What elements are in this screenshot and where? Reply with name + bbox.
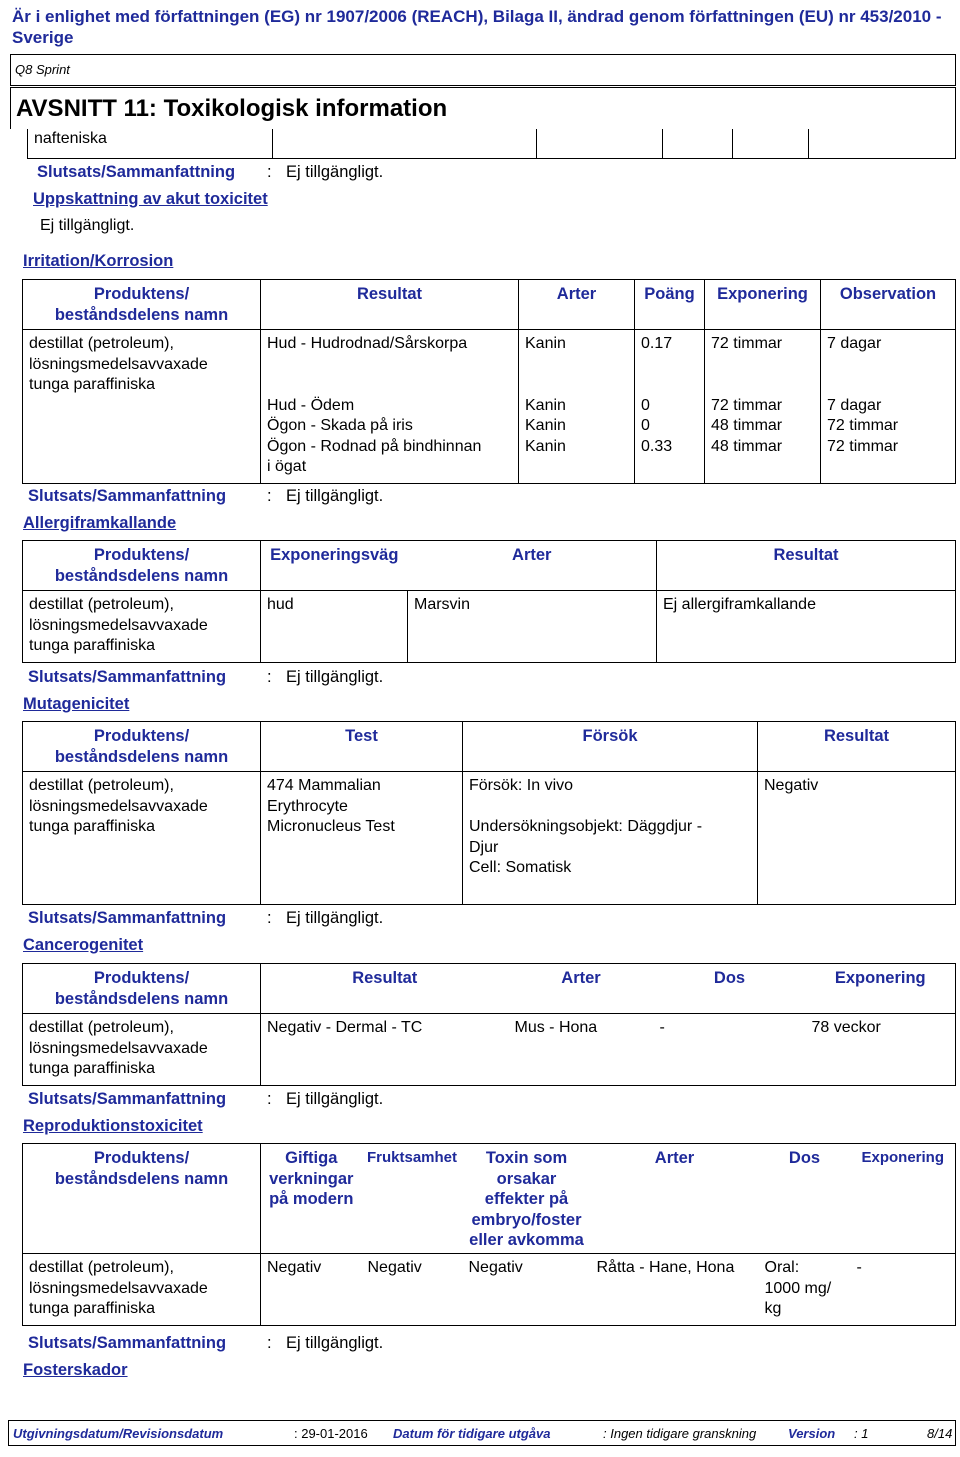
irritation-heading: Irritation/Korrosion — [23, 252, 174, 270]
column-header: Exponering — [851, 1144, 956, 1254]
column-header: Dos — [759, 1144, 851, 1254]
result-cell: Ej allergiframkallande — [657, 591, 956, 663]
previous-date-value: : Ingen tidigare granskning — [603, 1426, 757, 1441]
species-column: Kanin Kanin Kanin Kanin — [519, 330, 635, 484]
route-cell: hud — [261, 591, 408, 663]
column-header: Resultat — [758, 722, 956, 772]
result-cell: Negativ - Dermal - TC — [261, 1014, 509, 1086]
previous-table-tail — [27, 129, 956, 159]
species-cell: Mus - Hona — [509, 1014, 654, 1086]
mutagenicity-table — [22, 721, 956, 905]
substance-name: destillat (petroleum), lösningsmedelsavvaxade tunga paraffiniska — [23, 330, 261, 484]
column-header: Exponeringsväg — [261, 541, 408, 591]
reproductive-toxicity-heading: Reproduktionstoxicitet — [23, 1117, 203, 1135]
exposure-cell: - — [851, 1254, 956, 1326]
acute-toxicity-value: Ej tillgängligt. — [40, 217, 135, 234]
dose-cell: Oral: 1000 mg/ kg — [759, 1254, 851, 1326]
product-name-box — [10, 54, 956, 86]
column-header: Observation — [821, 280, 956, 330]
column-header: Produktens/ beståndsdelens namn — [23, 280, 261, 330]
exposure-cell: 78 veckor — [806, 1014, 956, 1086]
irritation-table — [22, 279, 956, 484]
column-header: Resultat — [657, 541, 956, 591]
column-header: Arter — [591, 1144, 759, 1254]
species-cell: Marsvin — [408, 591, 657, 663]
section-header — [10, 87, 956, 129]
version-label: Version — [788, 1426, 836, 1441]
carcinogenicity-table — [22, 963, 956, 1086]
result-column: Hud - Hudrodnad/Sårskorpa Hud - Ödem Ögon - Skada på iris Ögon - Rodnad på bindhinnan i ögat — [261, 330, 519, 484]
section-title: AVSNITT 11: Toxikologisk information — [16, 95, 448, 122]
mutagenicity-heading: Mutagenicitet — [23, 695, 130, 713]
column-header: Produktens/ beståndsdelens namn — [23, 1144, 261, 1254]
summary-colon: : — [267, 487, 272, 505]
table-cell — [28, 129, 273, 158]
species-cell: Råtta - Hane, Hona — [591, 1254, 759, 1326]
column-header: Resultat — [261, 280, 519, 330]
summary-label: Slutsats/Sammanfattning — [37, 163, 236, 181]
acute-toxicity-heading: Uppskattning av akut toxicitet — [33, 190, 268, 208]
summary-value: Ej tillgängligt. — [286, 668, 384, 686]
summary-colon: : — [267, 909, 272, 927]
substance-name: destillat (petroleum), lösningsmedelsavvaxade tunga paraffiniska — [23, 772, 261, 905]
dose-cell: - — [654, 1014, 806, 1086]
column-header: Toxin som orsakar effekter på embryo/foster eller avkomma — [463, 1144, 591, 1254]
summary-label: Slutsats/Sammanfattning — [28, 1090, 227, 1108]
column-header: Arter — [408, 541, 657, 591]
teratogenicity-heading: Fosterskador — [23, 1361, 128, 1379]
summary-value: Ej tillgängligt. — [286, 909, 384, 927]
maternal-cell: Negativ — [261, 1254, 362, 1326]
column-header: Produktens/ beståndsdelens namn — [23, 964, 261, 1014]
issue-date-label: Utgivningsdatum/Revisionsdatum — [13, 1426, 224, 1441]
summary-colon: : — [267, 1334, 272, 1352]
column-header: Dos — [654, 964, 806, 1014]
score-column: 0.17 0 0 0.33 — [635, 330, 705, 484]
allergy-table — [22, 540, 956, 663]
column-header: Fruktsamhet — [362, 1144, 463, 1254]
exposure-column: 72 timmar 72 timmar 48 timmar 48 timmar — [705, 330, 821, 484]
substance-fragment: nafteniska — [34, 130, 107, 147]
column-header: Giftiga verkningar på modern — [261, 1144, 362, 1254]
reproductive-toxicity-table — [22, 1143, 956, 1326]
summary-colon: : — [267, 668, 272, 686]
summary-colon: : — [267, 1090, 272, 1108]
fertility-cell: Negativ — [362, 1254, 463, 1326]
substance-name: destillat (petroleum), lösningsmedelsavvaxade tunga paraffiniska — [23, 1254, 261, 1326]
column-header: Poäng — [635, 280, 705, 330]
summary-label: Slutsats/Sammanfattning — [28, 1334, 227, 1352]
summary-value: Ej tillgängligt. — [286, 163, 384, 181]
column-header: Exponering — [705, 280, 821, 330]
summary-value: Ej tillgängligt. — [286, 1090, 384, 1108]
substance-name: destillat (petroleum), lösningsmedelsavvaxade tunga paraffiniska — [23, 1014, 261, 1086]
test-cell: 474 Mammalian Erythrocyte Micronucleus Test — [261, 772, 463, 905]
page-number: 8/14 — [927, 1426, 953, 1441]
column-header: Produktens/ beståndsdelens namn — [23, 541, 261, 591]
column-header: Produktens/ beståndsdelens namn — [23, 722, 261, 772]
summary-value: Ej tillgängligt. — [286, 1334, 384, 1352]
summary-label: Slutsats/Sammanfattning — [28, 487, 227, 505]
regulation-title: Är i enlighet med författningen (EG) nr 1907/2006 (REACH), Bilaga II, ändrad genom författningen (EU) nr 453/2010 - Sverige — [12, 7, 942, 47]
column-header: Test — [261, 722, 463, 772]
product-name: Q8 Sprint — [15, 62, 70, 77]
result-cell: Negativ — [758, 772, 956, 905]
column-header: Exponering — [806, 964, 956, 1014]
observation-column: 7 dagar 7 dagar 72 timmar 72 timmar — [821, 330, 956, 484]
summary-colon: : — [267, 163, 272, 181]
footer — [8, 1420, 956, 1446]
experiment-cell: Försök: In vivo Undersökningsobjekt: Däggdjur - Djur Cell: Somatisk — [463, 772, 758, 905]
summary-label: Slutsats/Sammanfattning — [28, 668, 227, 686]
column-header: Försök — [463, 722, 758, 772]
summary-label: Slutsats/Sammanfattning — [28, 909, 227, 927]
summary-value: Ej tillgängligt. — [286, 487, 384, 505]
column-header: Resultat — [261, 964, 509, 1014]
carcinogenicity-heading: Cancerogenitet — [23, 936, 144, 954]
column-header: Arter — [509, 964, 654, 1014]
column-header: Arter — [519, 280, 635, 330]
allergy-heading: Allergiframkallande — [23, 514, 177, 532]
embryo-cell: Negativ — [463, 1254, 591, 1326]
issue-date-value: : 29-01-2016 — [294, 1426, 368, 1441]
version-value: : 1 — [854, 1426, 869, 1441]
previous-date-label: Datum för tidigare utgåva — [393, 1426, 551, 1441]
substance-name: destillat (petroleum), lösningsmedelsavvaxade tunga paraffiniska — [23, 591, 261, 663]
